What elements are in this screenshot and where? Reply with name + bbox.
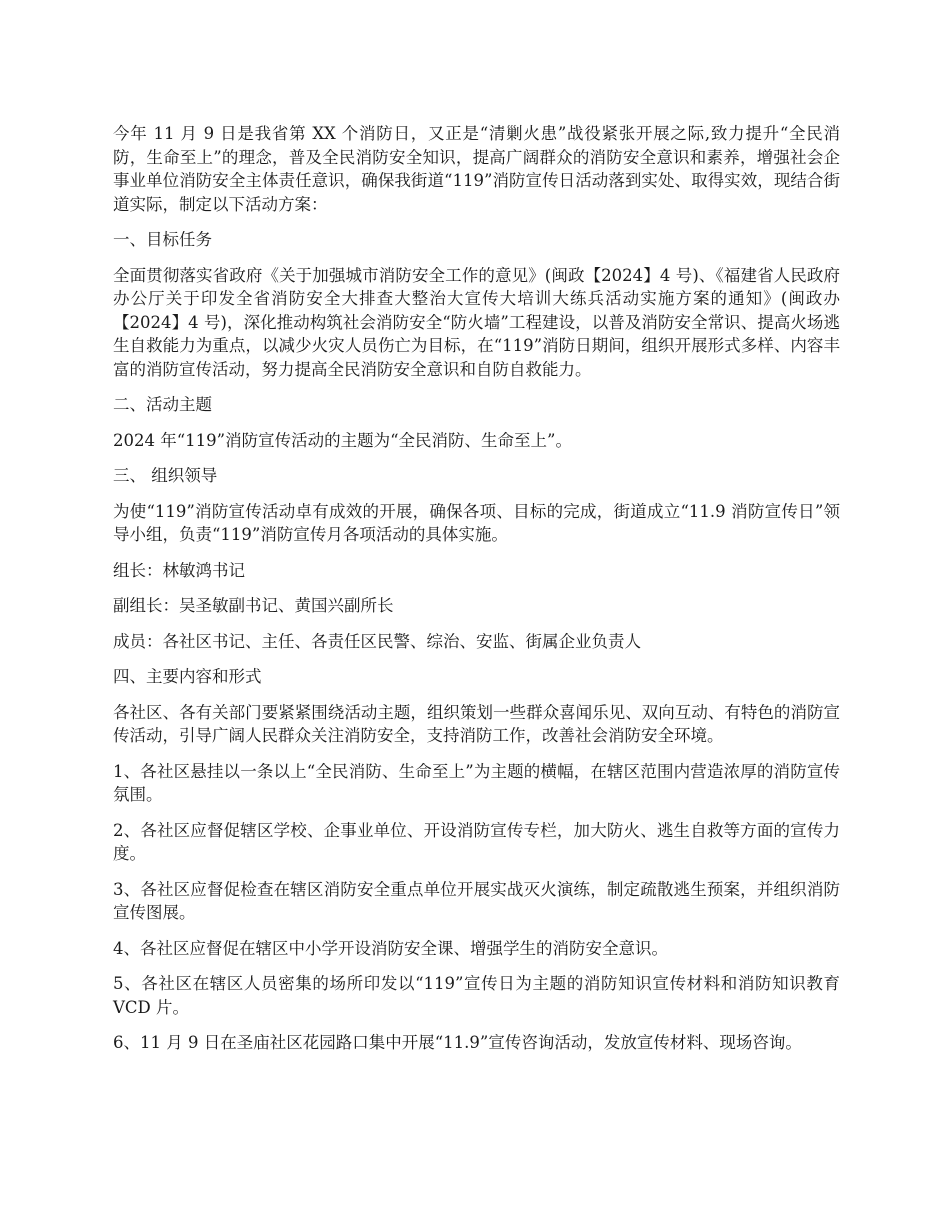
list-item-1: 1、各社区悬挂以一条以上“全民消防、生命至上”为主题的横幅，在辖区范围内营造浓厚的消防宣传氛围。 xyxy=(113,761,840,804)
section-heading-content: 四、主要内容和形式 xyxy=(113,667,262,686)
goals-paragraph: 全面贯彻落实省政府《关于加强城市消防安全工作的意见》(闽政【2024】4 号)、《福建省人民政府办公厅关于印发全省消防安全大排查大整治大宣传大培训大练兵活动实施方案的通知》(闽政办【2024】4 号)，深化推动构筑社会消防安全“防火墙”工程建设，以普及消防安全常识、提高火场逃生自救能力为重点，以减少火灾人员伤亡为目标，在“119”消防日期间，组织开展形式多样、内容丰富的消防宣传活动，努力提高全民消防安全意识和自防自救能力。 xyxy=(113,265,840,379)
theme-paragraph: 2024 年“119”消防宣传活动的主题为“全民消防、生命至上”。 xyxy=(113,430,572,450)
document-body xyxy=(113,122,840,1067)
leader-line: 组长：林敏鸿书记 xyxy=(113,560,245,580)
list-item-2: 2、各社区应督促辖区学校、企事业单位、开设消防宣传专栏，加大防火、逃生自救等方面的宣传力度。 xyxy=(113,820,840,863)
deputy-leader-line: 副组长：吴圣敏副书记、黄国兴副所长 xyxy=(113,596,394,615)
list-item-4: 4、各社区应督促在辖区中小学开设消防安全课、增强学生的消防安全意识。 xyxy=(113,938,668,958)
intro-paragraph: 今年 11 月 9 日是我省第 XX 个消防日，又正是“清剿火患”战役紧张开展之际,致力提升“全民消防，生命至上”的理念，普及全民消防安全知识，提高广阔群众的消防安全意识和素养，增强社会企事业单位消防安全主体责任意识，确保我街道“119”消防宣传日活动落到实处、取得实效，现结合街道实际，制定以下活动方案： xyxy=(113,124,840,214)
section-heading-goals: 一、目标任务 xyxy=(113,230,212,249)
leadership-paragraph: 为使“119”消防宣传活动卓有成效的开展，确保各项、目标的完成，街道成立“11.9 消防宣传日”领导小组，负责“119”消防宣传月各项活动的具体实施。 xyxy=(113,501,840,544)
list-item-6: 6、11 月 9 日在圣庙社区花园路口集中开展“11.9”宣传咨询活动，发放宣传材料、现场咨询。 xyxy=(113,1033,802,1052)
members-line: 成员：各社区书记、主任、各责任区民警、综治、安监、街属企业负责人 xyxy=(113,631,641,651)
content-intro-paragraph: 各社区、各有关部门要紧紧围绕活动主题，组织策划一些群众喜闻乐见、双向互动、有特色的消防宣传活动，引导广阔人民群众关注消防安全，支持消防工作，改善社会消防安全环境。 xyxy=(113,702,840,745)
list-item-3: 3、各社区应督促检查在辖区消防安全重点单位开展实战灭火演练，制定疏散逃生预案，并组织消防宣传图展。 xyxy=(113,879,840,922)
section-heading-theme: 二、活动主题 xyxy=(113,395,212,414)
list-item-5: 5、各社区在辖区人员密集的场所印发以“119”宣传日为主题的消防知识宣传材料和消防知识教育 VCD 片。 xyxy=(113,974,840,1017)
section-heading-leadership: 三、 组织领导 xyxy=(113,466,218,485)
